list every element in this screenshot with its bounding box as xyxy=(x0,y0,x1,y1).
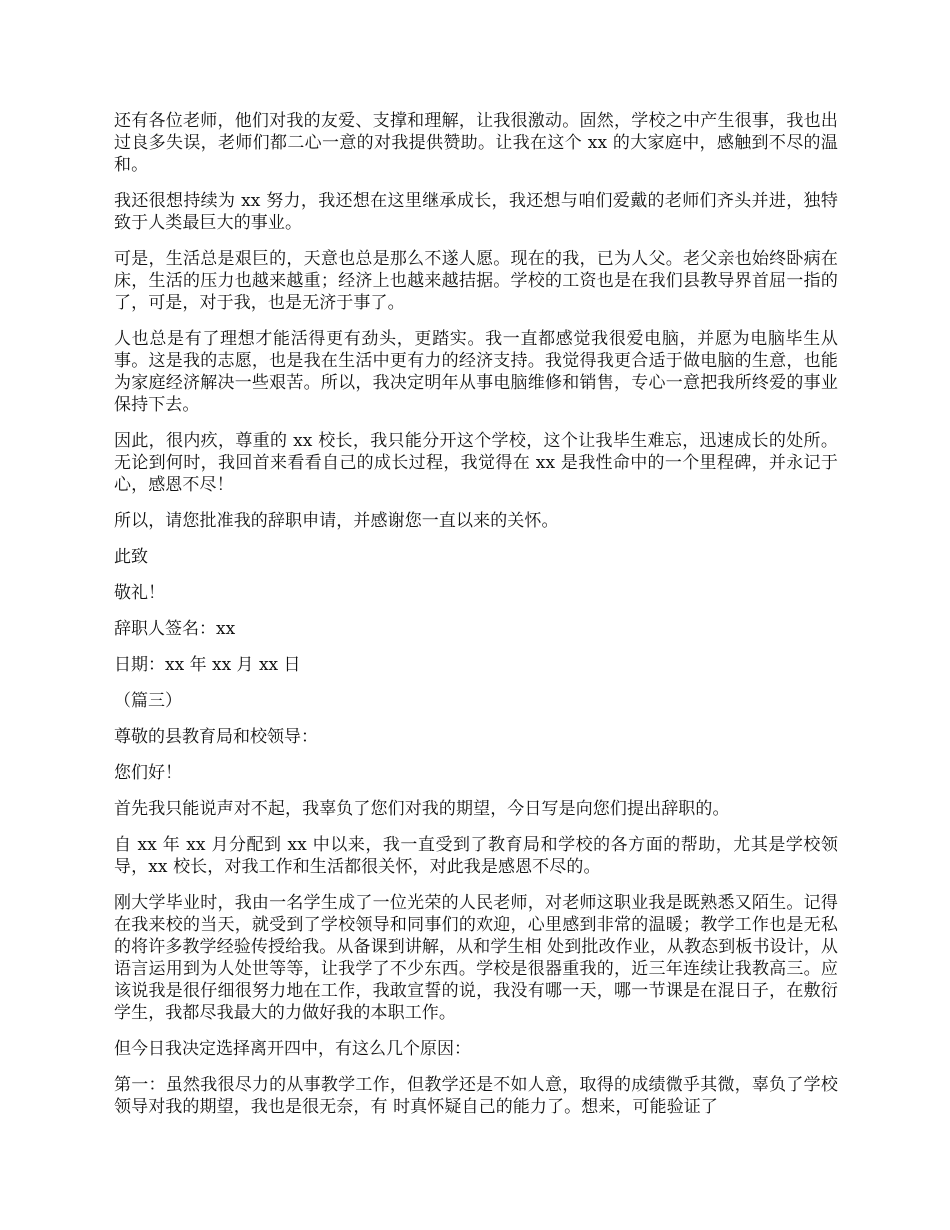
paragraph-leave-school: 因此，很内疚，尊重的 xx 校长，我只能分开这个学校，这个让我毕生难忘，迅速成长的处所。无论到何时，我回首来看看自己的成长过程，我觉得在 xx 是我性命中的一个里程碑，并永记于心，感恩不尽！ xyxy=(114,431,838,495)
document-body xyxy=(114,110,838,1132)
closing-regards: 敬礼！ xyxy=(114,583,165,603)
date-line: 日期：xx 年 xx 月 xx 日 xyxy=(114,655,301,675)
letter-addressee: 尊敬的县教育局和校领导： xyxy=(114,727,318,747)
section-heading: （篇三） xyxy=(114,691,182,711)
paragraph-apology: 首先我只能说声对不起，我辜负了您们对我的期望，今日写是向您们提出辞职的。 xyxy=(114,799,730,819)
paragraph-teachers-support: 还有各位老师，他们对我的友爱、支撑和理解，让我很激动。固然，学校之中产生很事，我也出过良多失误，老师们都二心一意的对我提供赞助。让我在这个 xx 的大家庭中，感触到不尽的温和。 xyxy=(114,111,838,175)
signature-line: 辞职人签名：xx xyxy=(114,619,236,639)
paragraph-teaching-experience: 刚大学毕业时，我由一名学生成了一位光荣的人民老师，对老师这职业我是既熟悉又陌生。记得在我来校的当天，就受到了学校领导和同事们的欢迎，心里感到非常的温暖；教学工作也是无私的将许多教学经验传授给我。从备课到讲解，从和学生相 处到批改作业，从教态到板书设计，从语言运用到为人处世等等，让我学了不少东西。学校是很器重我的，近三年连续让我教高三。应该说我是很仔细很努力地在工作，我敢宣誓的说，我没有哪一天，哪一节课是在混日子，在敷衍学生，我都尽我最大的力做好我的本职工作。 xyxy=(114,893,838,1023)
paragraph-computer-career: 人也总是有了理想才能活得更有劲头，更踏实。我一直都感觉我很爱电脑，并愿为电脑毕生从事。这是我的志愿，也是我在生活中更有力的经济支持。我觉得我更合适于做电脑的生意，也能为家庭经济解决一些艰苦。所以，我决定明年从事电脑维修和销售，专心一意把我所终爱的事业保持下去。 xyxy=(114,329,838,415)
letter-greeting: 您们好！ xyxy=(114,763,182,783)
paragraph-reasons-intro: 但今日我决定选择离开四中，有这么几个原因： xyxy=(114,1039,471,1059)
paragraph-request-approval: 所以，请您批准我的辞职申请，并感谢您一直以来的关怀。 xyxy=(114,511,559,531)
paragraph-assignment-history: 自 xx 年 xx 月分配到 xx 中以来，我一直受到了教育局和学校的各方面的帮助，尤其是学校领导，xx 校长，对我工作和生活都很关怀，对此我是感恩不尽的。 xyxy=(114,835,838,877)
closing-salutation: 此致 xyxy=(114,547,148,567)
paragraph-life-hardship: 可是，生活总是艰巨的，天意也总是那么不遂人愿。现在的我，已为人父。老父亲也始终卧病在床，生活的压力也越来越重；经济上也越来越拮据。学校的工资也是在我们县教导界首屈一指的了，可是，对于我，也是无济于事了。 xyxy=(114,249,838,313)
paragraph-first-reason: 第一：虽然我很尽力的从事教学工作，但教学还是不如人意，取得的成绩微乎其微，辜负了学校领导对我的期望，我也是很无奈，有 时真怀疑自己的能力了。想来，可能验证了 xyxy=(114,1075,838,1117)
paragraph-continue-effort: 我还很想持续为 xx 努力，我还想在这里继承成长，我还想与咱们爱戴的老师们齐头并进，独特致于人类最巨大的事业。 xyxy=(114,191,838,233)
